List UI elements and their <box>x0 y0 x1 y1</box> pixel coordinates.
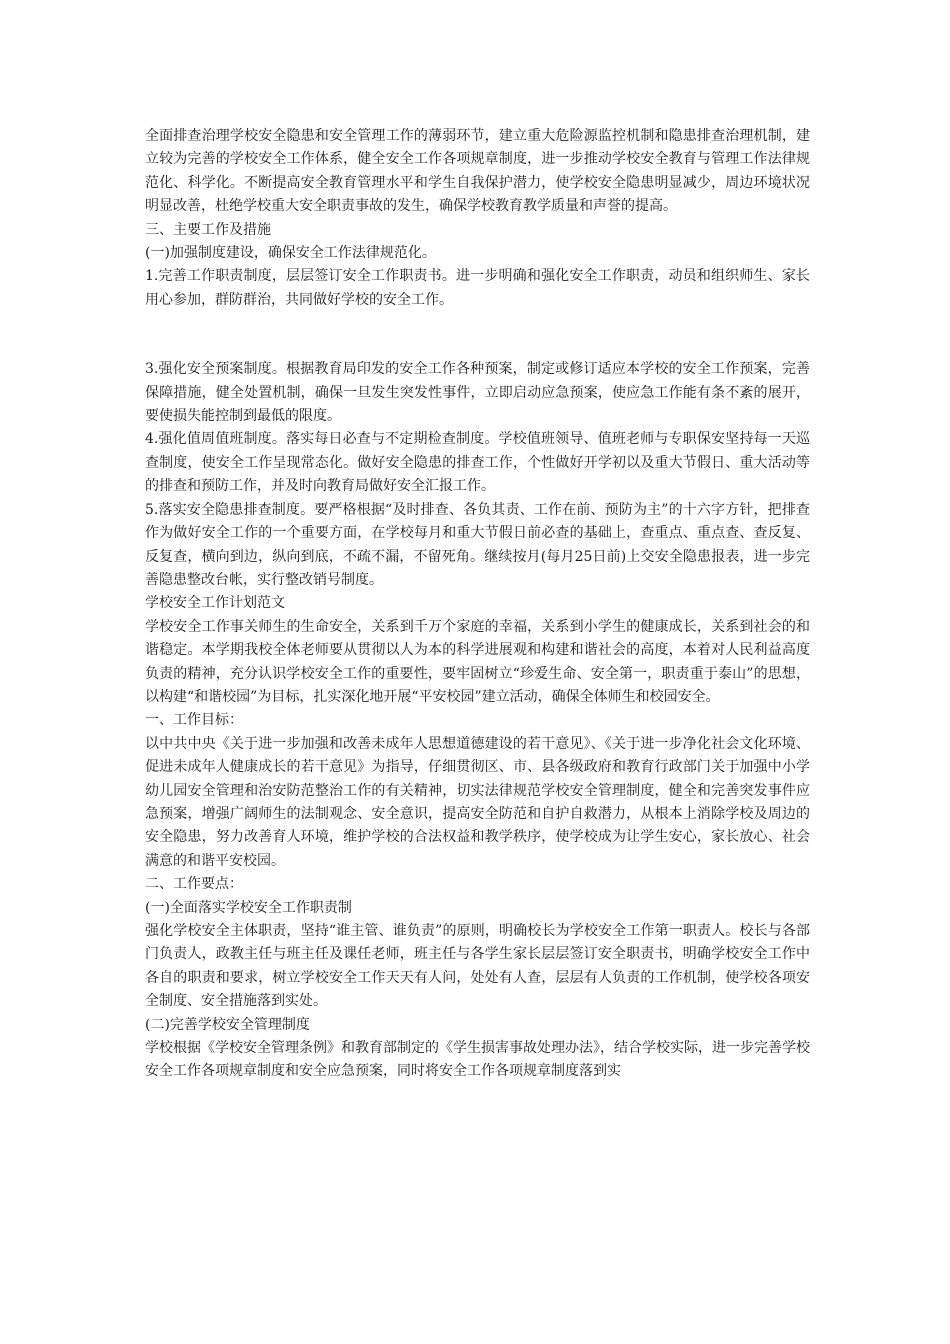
paragraph-item-3: 3.强化安全预案制度。根据教育局印发的安全工作各种预案，制定或修订适应本学校的安全工作预案，完善保障措施，健全处置机制，确保一旦发生突发性事件，立即启动应急预案，使应急工作能有条不紊的展开，要使损失能控制到最低的限度。 <box>145 361 810 425</box>
paragraph-intro: 学校安全工作事关师生的生命安全，关系到千万个家庭的幸福，关系到小学生的健康成长，关系到社会的和谐稳定。本学期我校全体老师要从贯彻以人为本的科学进展观和构建和谐社会的高度，本着对人民利益高度负责的精神，充分认识学校安全工作的重要性，要牢固树立“珍爱生命、安全第一，职责重于泰山”的思想，以构建“和谐校园”为目标，扎实深化地开展“平安校园”建立活动，确保全体师生和校园安全。 <box>145 618 810 705</box>
paragraph-item-4: 4.强化值周值班制度。落实每日必查与不定期检查制度。学校值班领导、值班老师与专职保安坚持每一天巡查制度，使安全工作呈现常态化。做好安全隐患的排查工作，个性做好开学初以及重大节假日、重大活动等的排查和预防工作，并及时向教育局做好安全汇报工作。 <box>145 431 810 495</box>
paragraph-item-1: 1.完善工作职责制度，层层签订安全工作职责书。进一步明确和强化安全工作职责，动员和组织师生、家长用心参加，群防群治，共同做好学校的安全工作。 <box>145 268 810 308</box>
subheading-responsibility: (一)全面落实学校安全工作职责制 <box>145 899 352 916</box>
paragraph-item-5: 5.落实安全隐患排查制度。要严格根据“及时排查、各负其责、工作在前、预防为主”的十六字方针，把排查作为做好安全工作的一个重要方面，在学校每月和重大节假日前必查的基础上，查重点、重点查、查反复、反复查，横向到边，纵向到底，不疏不漏，不留死角。继续按月(每月25日前)上交安全隐患报表，进一步完善隐患整改台帐，实行整改销号制度。 <box>145 501 810 588</box>
document-page <box>145 125 810 1084</box>
paragraph-goal-summary: 全面排查治理学校安全隐患和安全管理工作的薄弱环节，建立重大危险源监控机制和隐患排查治理机制，建立较为完善的学校安全工作体系，健全安全工作各项规章制度，进一步推动学校安全教育与管理工作法律规范化、科学化。不断提高安全教育管理水平和学生自我保护潜力，使学校安全隐患明显减少，周边环境状况明显改善，杜绝学校重大安全职责事故的发生，确保学校教育教学质量和声誉的提高。 <box>145 128 810 215</box>
subheading-management-system: (二)完善学校安全管理制度 <box>145 1016 310 1033</box>
paragraph-work-goals: 以中共中央《关于进一步加强和改善未成年人思想道德建设的若干意见》、《关于进一步净化社会文化环境、促进未成年人健康成长的若干意见》为指导，仔细贯彻区、市、县各级政府和教育行政部门关于加强中小学幼儿园安全管理和治安防范整治工作的有关精神，切实法律规范学校安全管理制度，健全和完善突发事件应急预案，增强广阔师生的法制观念、安全意识，提高安全防范和自护自救潜力，从根本上消除学校及周边的安全隐患，努力改善育人环境，维护学校的合法权益和教学秩序，使学校成为让学生安心，家长放心、社会满意的和谐平安校园。 <box>145 735 810 869</box>
heading-work-points: 二、工作要点： <box>145 876 243 893</box>
subheading-system-building: (一)加强制度建设，确保安全工作法律规范化。 <box>145 245 436 262</box>
paragraph-management-system: 学校根据《学校安全管理条例》和教育部制定的《学生损害事故处理办法》，结合学校实际，进一步完善学校安全工作各项规章制度和安全应急预案，同时将安全工作各项规章制度落到实 <box>145 1040 810 1080</box>
paragraph-responsibility: 强化学校安全主体职责，坚持“谁主管、谁负责”的原则，明确校长为学校安全工作第一职责人。校长与各部门负责人，政教主任与班主任及课任老师，班主任与各学生家长层层签订安全职责书，明确学校安全工作中各自的职责和要求，树立学校安全工作天天有人问，处处有人查，层层有人负责的工作机制，使学校各项安全制度、安全措施落到实处。 <box>145 923 810 1010</box>
blank-gap <box>145 312 810 358</box>
heading-plan-sample: 学校安全工作计划范文 <box>145 595 285 612</box>
heading-main-work-measures: 三、主要工作及措施 <box>145 221 271 238</box>
heading-work-goals: 一、工作目标： <box>145 712 243 729</box>
